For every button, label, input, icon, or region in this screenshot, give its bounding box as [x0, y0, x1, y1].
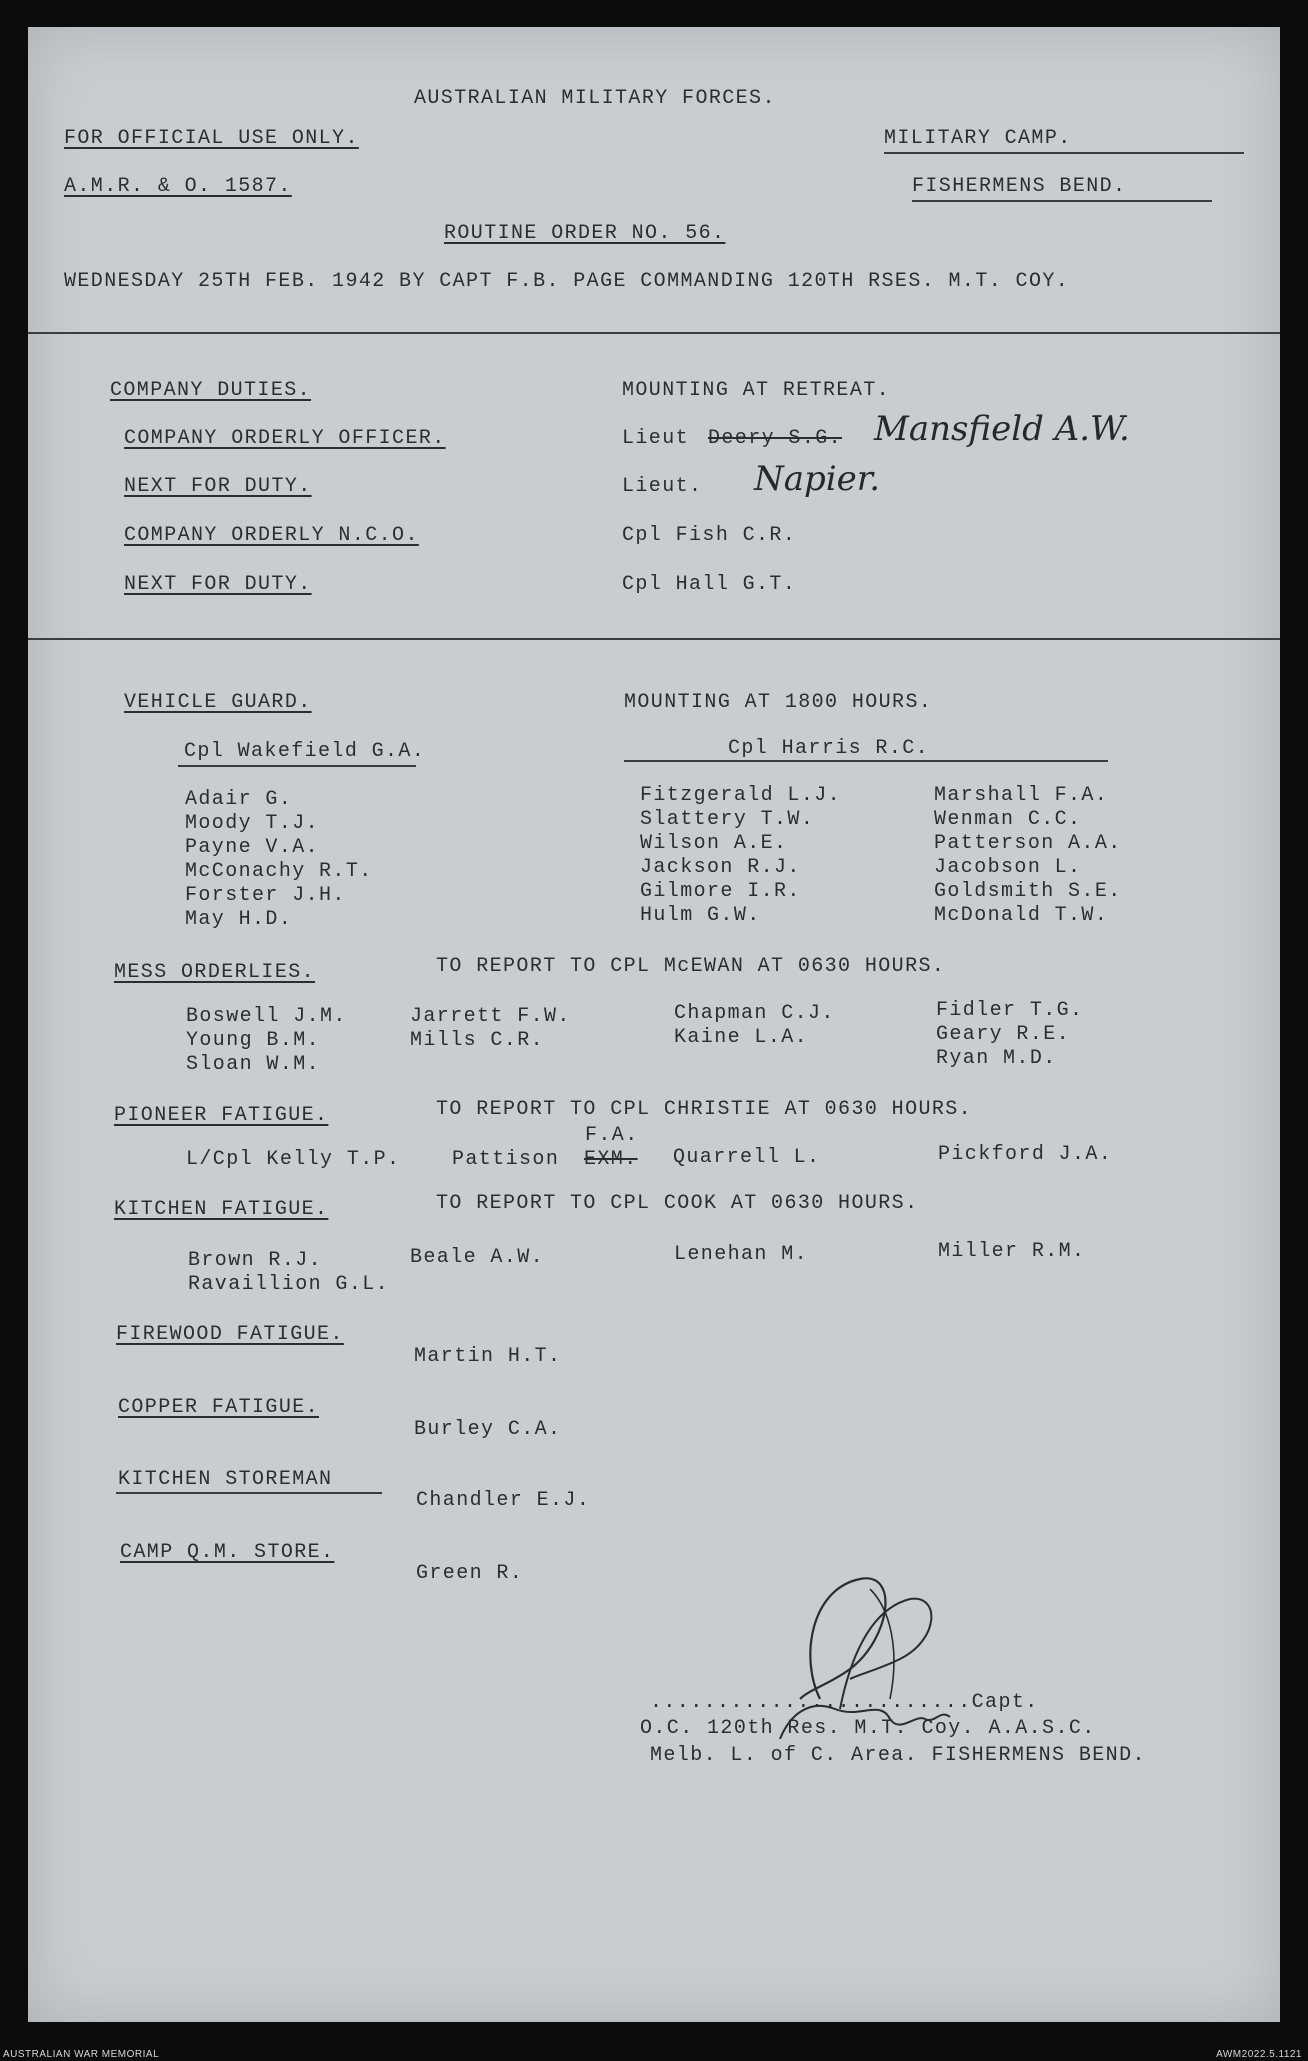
guard-member: Slattery T.W.	[640, 808, 815, 831]
mounting-at-retreat: MOUNTING AT RETREAT.	[622, 379, 891, 402]
next-for-duty-label-1: NEXT FOR DUTY.	[124, 475, 312, 498]
firewood-fatigue-heading: FIREWOOD FATIGUE.	[116, 1323, 344, 1346]
guard-member: Goldsmith S.E.	[934, 880, 1122, 903]
lieut-prefix-1: Lieut	[622, 427, 690, 450]
mess-member: Jarrett F.W.	[410, 1005, 571, 1028]
cpl-harris: Cpl Harris R.C.	[728, 737, 930, 760]
mess-member: Geary R.E.	[936, 1023, 1071, 1046]
amr-reference: A.M.R. & O. 1587.	[64, 175, 292, 198]
vehicle-guard-list-1	[185, 788, 373, 932]
capt-signature-line: ........................Capt.	[650, 1691, 1039, 1714]
pioneer-member: Quarrell L.	[673, 1146, 821, 1169]
kitchen-report-instruction: TO REPORT TO CPL COOK AT 0630 HOURS.	[436, 1192, 919, 1215]
guard-member: McConachy R.T.	[185, 860, 373, 883]
guard-member: Moody T.J.	[185, 812, 320, 835]
official-use-label: FOR OFFICIAL USE ONLY.	[64, 127, 359, 150]
kitchen-member: Lenehan M.	[674, 1243, 809, 1266]
company-orderly-officer-label: COMPANY ORDERLY OFFICER.	[124, 427, 446, 450]
guard-member: McDonald T.W.	[934, 904, 1109, 927]
vehicle-guard-heading: VEHICLE GUARD.	[124, 691, 312, 714]
pioneer-fatigue-heading: PIONEER FATIGUE.	[114, 1104, 329, 1127]
mess-member: Boswell J.M.	[186, 1005, 347, 1028]
vehicle-guard-list-2	[640, 784, 841, 928]
kitchen-member: Ravaillion G.L.	[188, 1273, 390, 1296]
footer-accession-number: AWM2022.5.1121	[1216, 2049, 1302, 2060]
mess-list-2	[410, 1005, 571, 1053]
mess-member: Kaine L.A.	[674, 1026, 809, 1049]
guard-member: Jacobson L.	[934, 856, 1082, 879]
kitchen-member: Miller R.M.	[938, 1240, 1086, 1263]
kitchen-member: Brown R.J.	[188, 1249, 323, 1272]
mess-list-3	[674, 1002, 835, 1050]
guard-member: Forster J.H.	[185, 884, 346, 907]
guard-member: Payne V.A.	[185, 836, 320, 859]
area-designation: Melb. L. of C. Area. FISHERMENS BEND.	[650, 1744, 1146, 1767]
guard-member: May H.D.	[185, 908, 293, 931]
vehicle-guard-list-3	[934, 784, 1122, 928]
guard-member: Hulm G.W.	[640, 904, 761, 927]
struck-officer-name: Deery S.G.	[708, 427, 843, 450]
company-orderly-nco-label: COMPANY ORDERLY N.C.O.	[124, 524, 419, 547]
fishermens-bend-label: FISHERMENS BEND.	[912, 175, 1127, 198]
guard-member: Marshall F.A.	[934, 784, 1109, 807]
mess-member: Fidler T.G.	[936, 999, 1084, 1022]
kitchen-fatigue-heading: KITCHEN FATIGUE.	[114, 1198, 329, 1221]
pioneer-member: Pickford J.A.	[938, 1143, 1113, 1166]
mess-member: Sloan W.M.	[186, 1053, 321, 1076]
handwritten-next-officer: Napier.	[754, 459, 881, 499]
mess-orderlies-heading: MESS ORDERLIES.	[114, 961, 316, 984]
mess-list-1	[186, 1005, 347, 1077]
order-date-line: WEDNESDAY 25TH FEB. 1942 BY CAPT F.B. PAGE COMMANDING 120TH RSES. M.T. COY.	[64, 270, 1070, 293]
guard-member: Wilson A.E.	[640, 832, 788, 855]
cpl-right-underline	[624, 760, 1108, 762]
camp-qm-store-heading: CAMP Q.M. STORE.	[120, 1541, 335, 1564]
cpl-wakefield: Cpl Wakefield G.A.	[184, 740, 426, 763]
qm-store-member: Green R.	[416, 1562, 524, 1585]
pattison-struck-initials: EXM.	[584, 1148, 638, 1171]
orderly-nco-name: Cpl Fish C.R.	[622, 524, 797, 547]
kitchen-storeman-heading: KITCHEN STOREMAN	[118, 1468, 333, 1491]
mess-member: Chapman C.J.	[674, 1002, 835, 1025]
oc-designation: O.C. 120th Res. M.T. Coy. A.A.S.C.	[640, 1717, 1096, 1740]
section-divider-2	[28, 638, 1280, 640]
pioneer-member: L/Cpl Kelly T.P.	[186, 1148, 401, 1171]
pattison-initials-correction: F.A.	[585, 1124, 639, 1147]
storeman-member: Chandler E.J.	[416, 1489, 591, 1512]
guard-member: Patterson A.A.	[934, 832, 1122, 855]
firewood-member: Martin H.T.	[414, 1345, 562, 1368]
next-for-duty-label-2: NEXT FOR DUTY.	[124, 573, 312, 596]
section-divider	[28, 332, 1280, 334]
guard-member: Wenman C.C.	[934, 808, 1082, 831]
guard-member: Fitzgerald L.J.	[640, 784, 842, 807]
mess-report-instruction: TO REPORT TO CPL McEWAN AT 0630 HOURS.	[436, 955, 946, 978]
mess-list-4	[936, 999, 1083, 1071]
document-page	[28, 27, 1280, 2022]
pioneer-member-pattison: Pattison	[452, 1148, 560, 1171]
handwritten-officer-name: Mansfield A.W.	[874, 409, 1130, 449]
guard-member: Gilmore I.R.	[640, 880, 801, 903]
company-duties-heading: COMPANY DUTIES.	[110, 379, 312, 402]
header-underline-right-2	[912, 200, 1212, 202]
lieut-prefix-2: Lieut.	[622, 475, 703, 498]
copper-fatigue-heading: COPPER FATIGUE.	[118, 1396, 320, 1419]
mess-member: Mills C.R.	[410, 1029, 545, 1052]
guard-member: Adair G.	[185, 788, 293, 811]
routine-order-number: ROUTINE ORDER NO. 56.	[444, 222, 726, 245]
document-title: AUSTRALIAN MILITARY FORCES.	[414, 87, 776, 110]
kitchen-member: Beale A.W.	[410, 1246, 545, 1269]
copper-member: Burley C.A.	[414, 1418, 562, 1441]
footer-archive-name: AUSTRALIAN WAR MEMORIAL	[3, 2049, 160, 2060]
pioneer-report-instruction: TO REPORT TO CPL CHRISTIE AT 0630 HOURS.	[436, 1098, 973, 1121]
storeman-underline	[116, 1492, 382, 1494]
cpl-left-underline	[178, 765, 416, 767]
guard-member: Jackson R.J.	[640, 856, 801, 879]
military-camp-label: MILITARY CAMP.	[884, 127, 1072, 150]
header-underline-right	[884, 152, 1244, 154]
next-nco-name: Cpl Hall G.T.	[622, 573, 797, 596]
mess-member: Ryan M.D.	[936, 1047, 1057, 1070]
mounting-1800-hours: MOUNTING AT 1800 HOURS.	[624, 691, 933, 714]
mess-member: Young B.M.	[186, 1029, 321, 1052]
